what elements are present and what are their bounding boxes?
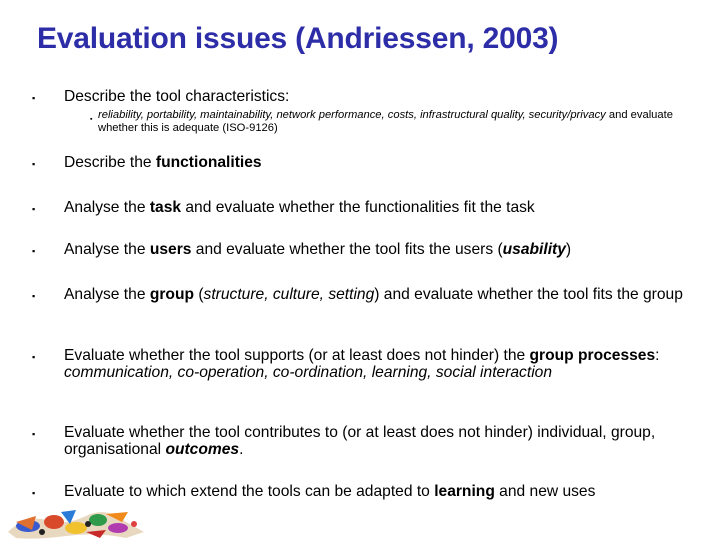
bullet-marker: ▪ (32, 488, 36, 498)
sub-item-text: and evaluate whether this is adequate (ISO-9126) (98, 109, 673, 134)
item-text: Evaluate to which extend the tools can be adapted to (64, 483, 435, 500)
item-text: Analyse the (64, 199, 150, 216)
bullet-item (64, 286, 704, 303)
bullet-marker: ▪ (32, 352, 36, 362)
bullet-item (64, 483, 704, 500)
bullet-marker: ▪ (32, 246, 36, 256)
item-bold-italic: outcomes (165, 441, 240, 458)
item-text: Analyse the (64, 241, 150, 258)
bullet-item (64, 424, 704, 458)
decorative-clipart (6, 502, 146, 540)
sub-item-italic: reliability, portability, maintainability, network performance, costs, infrastructural quality, security/privacy (98, 109, 606, 121)
item-text: and new uses (494, 483, 596, 500)
item-bold: learning (434, 483, 495, 500)
item-text: . (239, 441, 244, 458)
item-bold: users (149, 241, 192, 258)
bullet-item (64, 241, 704, 258)
bullet-item (64, 88, 704, 105)
item-text: ( (194, 286, 204, 303)
item-bold: group processes (529, 347, 656, 364)
sub-bullet-marker: ▪ (90, 116, 93, 123)
item-italic: communication, co-operation, co-ordination, learning, social interaction (64, 364, 552, 381)
item-bold-italic: usability (502, 241, 566, 258)
bullet-marker: ▪ (32, 204, 36, 214)
bullet-marker: ▪ (32, 291, 36, 301)
item-bold: task (149, 199, 182, 216)
bullet-marker: ▪ (32, 93, 36, 103)
item-bold: functionalities (155, 154, 262, 171)
bullet-item (64, 347, 704, 381)
item-text: : (655, 347, 660, 364)
sub-bullet-item (98, 109, 698, 134)
item-text: and evaluate whether the tool fits the users ( (191, 241, 503, 258)
bullet-marker: ▪ (32, 429, 36, 439)
item-text: Evaluate whether the tool supports (or at least does not hinder) the (64, 347, 530, 364)
item-bold: group (149, 286, 194, 303)
bullet-marker: ▪ (32, 159, 36, 169)
item-text: ) and evaluate whether the tool fits the group (374, 286, 683, 303)
bullet-item (64, 199, 704, 216)
item-text: Describe the tool characteristics: (64, 88, 290, 105)
item-italic: structure, culture, setting (203, 286, 375, 303)
item-text: Evaluate whether the tool contributes to (or at least does not hinder) individual, group, organisational (64, 424, 656, 458)
item-text: Describe the (64, 154, 156, 171)
item-text: ) (565, 241, 572, 258)
slide-title: Evaluation issues (Andriessen, 2003) (37, 22, 559, 55)
item-text: and evaluate whether the functionalities fit the task (181, 199, 535, 216)
bullet-item (64, 154, 704, 171)
item-text: Analyse the (64, 286, 150, 303)
